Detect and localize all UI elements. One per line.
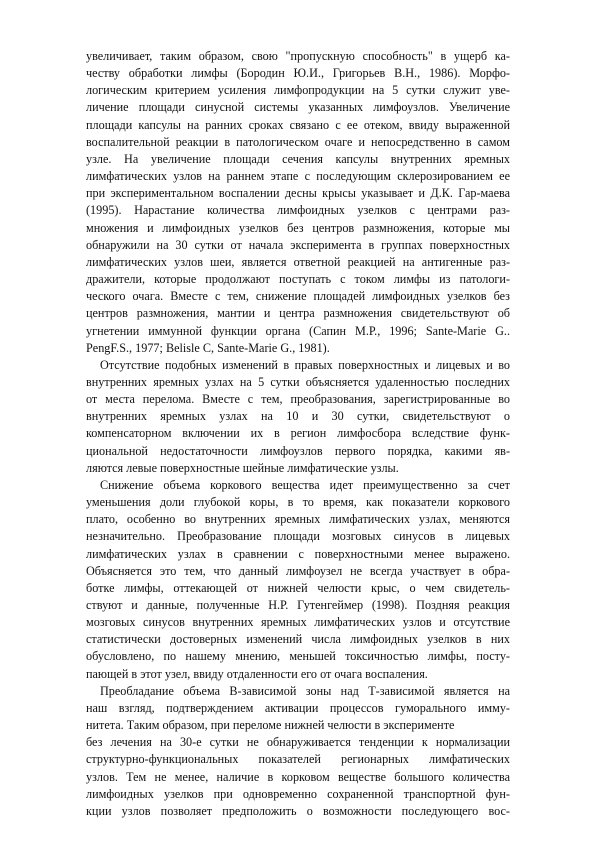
text-line: структурно-функциональных показателей регионарных лимфатических — [86, 752, 510, 767]
text-line: узлов. Тем не менее, наличие в корковом веществе большого количества — [86, 769, 510, 784]
text-line: кции узлов позволяет предположить о возможности последующего вос- — [86, 803, 510, 818]
text-line: множения и лимфоидных узелков без центров размножения, которые мы — [86, 220, 510, 235]
text-line: без лечения на 30-е сутки не обнаруживается тенденции к нормализации — [86, 735, 510, 750]
text-line: уменьшения доли глубокой коры, в то время, как показатели коркового — [86, 495, 510, 510]
text-line: увеличивает, таким образом, свою "пропускную способность" в ущерб ка- — [86, 49, 510, 63]
text-line: Объясняется это тем, что данный лимфоузел не всегда участвует в обра- — [86, 563, 510, 578]
text-line: площади капсулы на ранних сроках связано с ее отеком, ввиду выраженной — [86, 117, 510, 132]
text-line: ляются левые поверхностные шейные лимфатические узлы. — [86, 460, 399, 475]
text-line: Снижение объема коркового вещества идет преимущественно за счет — [100, 477, 510, 492]
text-line: циональной недостаточности лимфоузлов первого порядка, какими яв- — [86, 443, 510, 458]
text-line: внутренних яремных узлах на 5 сутки объясняется удаленностью последних — [86, 374, 510, 389]
text-line: ботке лимфы, оттекающей от нижней челюсти крыс, о чем свидетель- — [86, 580, 510, 595]
text-line: при экспериментальном воспалении десны крысы указывает и Д.К. Гар-маева — [86, 186, 510, 201]
text-line: узле. На увеличение площади сечения капсулы внутренних яремных — [86, 151, 510, 166]
text-line: статистически достоверных изменений числа лимфоидных узелков в них — [86, 632, 510, 647]
paragraph — [86, 683, 510, 734]
text-line: обнаружили на 30 сутки от начала эксперимента в группах поверхностных — [86, 237, 510, 252]
text-line: воспалительной реакции в патологическом очаге и непосредственно в самом — [86, 134, 510, 149]
text-line: дражители, которые продолжают поступать с током лимфы из патологи- — [86, 272, 510, 287]
text-line: честву обработки лимфы (Бородин Ю.И., Григорьев В.Н., 1986). Морфо- — [86, 66, 510, 81]
text-line: компенсаторном включении их в регион лимфосбора вследствие функ- — [86, 426, 510, 441]
paragraph — [86, 48, 510, 357]
text-line: нитета. Таким образом, при переломе нижней челюсти в эксперименте — [86, 718, 455, 733]
text-line: наш взгляд, подтверждением активации процессов гуморального имму- — [86, 700, 510, 715]
text-line: (1995). Нарастание количества лимфоидных узелков с центрами раз- — [86, 203, 510, 218]
text-line: ствуют и данные, полученные Н.Р. Гутенгеймер (1998). Поздняя реакция — [86, 598, 510, 612]
text-line: лимфатических узлах в сравнении с поверхностными менее выражено. — [86, 546, 510, 561]
text-line: лимфатических узлов шеи, является ответной реакцией на антигенные раз- — [86, 254, 510, 269]
text-line: незначительно. Преобразование площади мозговых синусов в лицевых — [86, 529, 510, 544]
paragraph — [86, 734, 510, 820]
text-line: от места перелома. Вместе с тем, преобразования, зарегистрированные во — [86, 392, 510, 407]
paragraph — [86, 357, 510, 477]
text-line: логическим критерием усиления лимфопродукции на 5 сутки служит уве- — [86, 83, 510, 98]
text-line: плато, особенно во внутренних яремных лимфатических узлах, меняются — [86, 512, 510, 527]
text-line: ческого очага. Вместе с тем, снижение площадей лимфоидных узелков без — [86, 289, 510, 304]
text-line: PengF.S., 1977; Belisle C, Sante-Marie G., 1981). — [86, 340, 330, 355]
text-line: мозговых синусов внутренних яремных лимфатических узлов и отсутствие — [86, 615, 510, 630]
text-line: угнетении иммунной функции органа (Сапин М.Р., 1996; Sante-Marie G.. — [86, 323, 510, 338]
text-line: центров размножения, мантии и центра размножения свидетельствуют об — [86, 306, 510, 321]
text-line: Преобладание объема В-зависимой зоны над Т-зависимой является на — [100, 683, 510, 698]
document-page — [86, 48, 510, 820]
text-line: лимфатических узлов на раннем этапе с последующим склерозированием ее — [86, 169, 510, 184]
text-line: внутренних яремных узлах на 10 и 30 сутки, свидетельствуют о — [86, 409, 510, 424]
text-line: обусловлено, по нашему мнению, меньшей токсичностью лимфы, посту- — [86, 649, 510, 664]
text-line: пающей в этот узел, ввиду отдаленности его от очага воспаления. — [86, 666, 428, 681]
text-line: лимфоидных узелков при одновременно сохраненной транспортной фун- — [86, 786, 510, 801]
paragraph — [86, 477, 510, 683]
text-line: личение площади синусной системы указанных лимфоузлов. Увеличение — [86, 100, 510, 115]
text-line: Отсутствие подобных изменений в правых поверхностных и лицевых и во — [100, 357, 510, 372]
